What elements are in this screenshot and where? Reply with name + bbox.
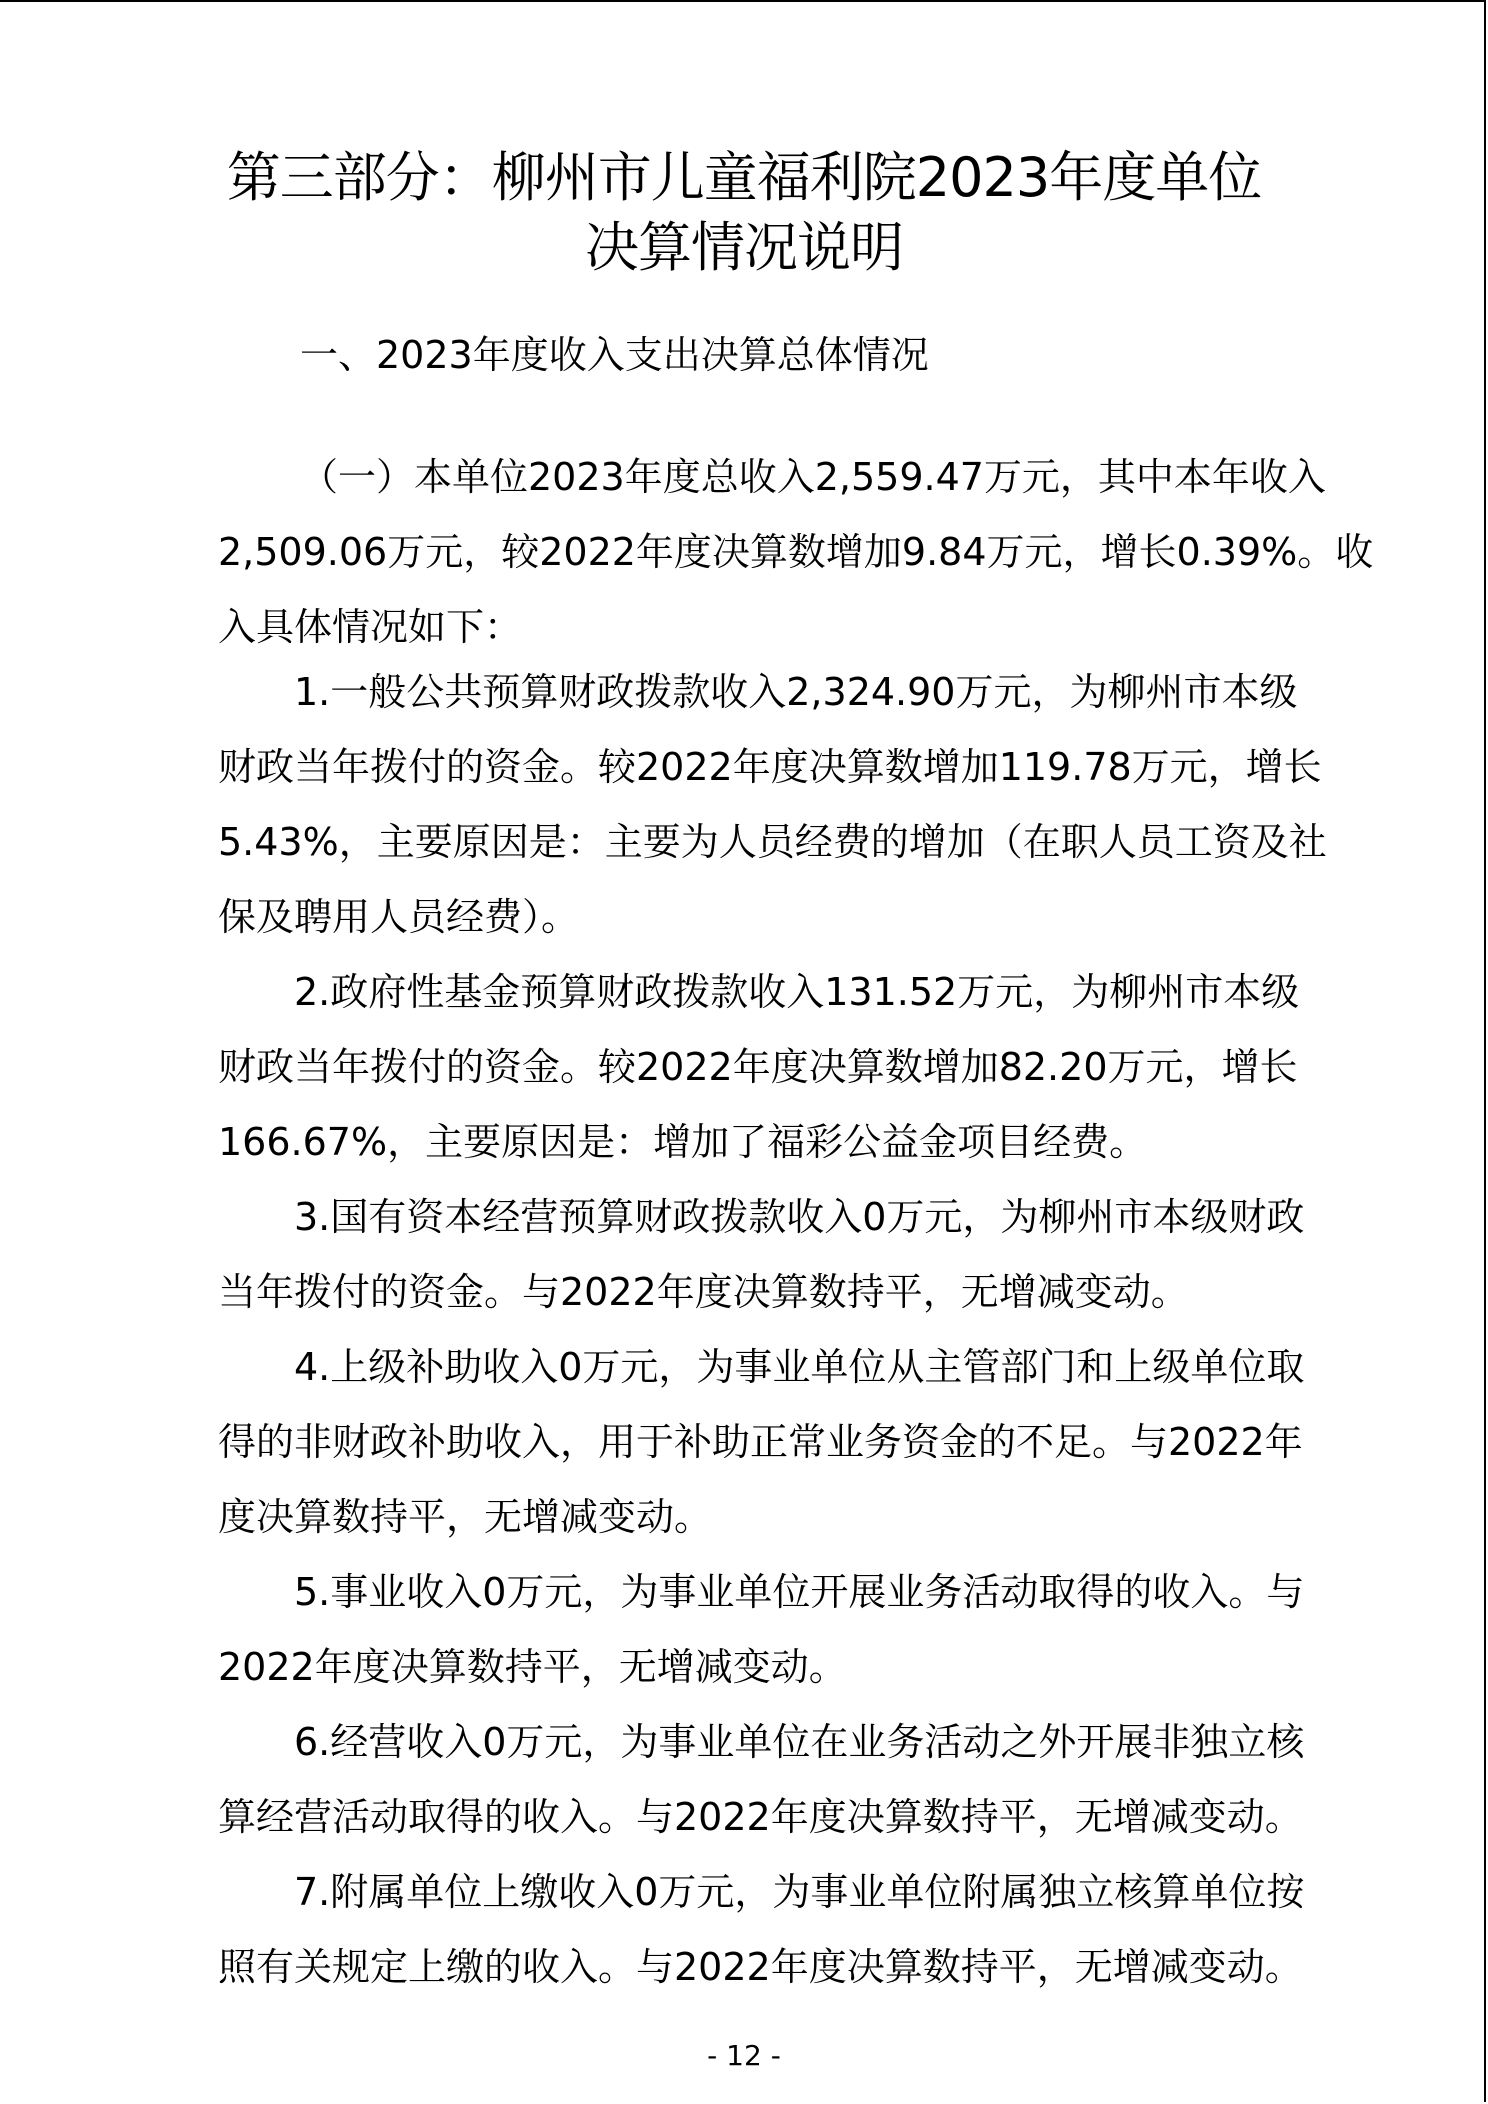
paragraph-line: 保及聘用人员经费）。 bbox=[218, 895, 580, 939]
paragraph-total-income bbox=[218, 440, 1374, 665]
paragraph-line: 财政当年拨付的资金。较2022年度决算数增加119.78万元，增长 bbox=[218, 745, 1322, 789]
paragraph-operating-income bbox=[218, 1705, 1305, 1855]
paragraph-line: 2.政府性基金预算财政拨款收入131.52万元，为柳州市本级 bbox=[294, 970, 1300, 1014]
paragraph-line: （一）本单位2023年度总收入2,559.47万元，其中本年收入 bbox=[300, 455, 1326, 499]
paragraph-general-budget bbox=[218, 655, 1327, 955]
paragraph-line: 2,509.06万元，较2022年度决算数增加9.84万元，增长0.39%。收 bbox=[218, 530, 1374, 574]
paragraph-affiliate-income bbox=[218, 1855, 1305, 2005]
paragraph-line: 166.67%，主要原因是：增加了福彩公益金项目经费。 bbox=[218, 1120, 1148, 1164]
paragraph-line: 入具体情况如下： bbox=[218, 605, 523, 649]
paragraph-line: 得的非财政补助收入，用于补助正常业务资金的不足。与2022年 bbox=[218, 1420, 1303, 1464]
paragraph-line: 1.一般公共预算财政拨款收入2,324.90万元，为柳州市本级 bbox=[294, 670, 1298, 714]
paragraph-line: 5.43%，主要原因是：主要为人员经费的增加（在职人员工资及社 bbox=[218, 820, 1327, 864]
paragraph-line: 5.事业收入0万元，为事业单位开展业务活动取得的收入。与 bbox=[294, 1570, 1305, 1614]
paragraph-line: 3.国有资本经营预算财政拨款收入0万元，为柳州市本级财政 bbox=[294, 1195, 1305, 1239]
section-heading: 一、2023年度收入支出决算总体情况 bbox=[300, 333, 929, 377]
title-line-1: 第三部分：柳州市儿童福利院2023年度单位 bbox=[226, 146, 1262, 209]
paragraph-line: 度决算数持平，无增减变动。 bbox=[218, 1495, 713, 1539]
paragraph-line: 当年拨付的资金。与2022年度决算数持平，无增减变动。 bbox=[218, 1270, 1189, 1314]
paragraph-line: 照有关规定上缴的收入。与2022年度决算数持平，无增减变动。 bbox=[218, 1945, 1303, 1989]
title-line-2: 决算情况说明 bbox=[585, 216, 903, 279]
paragraph-line: 财政当年拨付的资金。较2022年度决算数增加82.20万元，增长 bbox=[218, 1045, 1298, 1089]
paragraph-superior-subsidy bbox=[218, 1330, 1305, 1555]
paragraph-government-fund bbox=[218, 955, 1300, 1180]
paragraph-line: 2022年度决算数持平，无增减变动。 bbox=[218, 1645, 847, 1689]
paragraph-state-capital bbox=[218, 1180, 1305, 1330]
paragraph-line: 7.附属单位上缴收入0万元，为事业单位附属独立核算单位按 bbox=[294, 1870, 1305, 1914]
paragraph-line: 6.经营收入0万元，为事业单位在业务活动之外开展非独立核 bbox=[294, 1720, 1305, 1764]
paragraph-business-income bbox=[218, 1555, 1305, 1705]
page-number: - 12 - bbox=[707, 2039, 781, 2072]
paragraph-line: 算经营活动取得的收入。与2022年度决算数持平，无增减变动。 bbox=[218, 1795, 1303, 1839]
page-title bbox=[150, 143, 1338, 283]
paragraph-line: 4.上级补助收入0万元，为事业单位从主管部门和上级单位取 bbox=[294, 1345, 1305, 1389]
